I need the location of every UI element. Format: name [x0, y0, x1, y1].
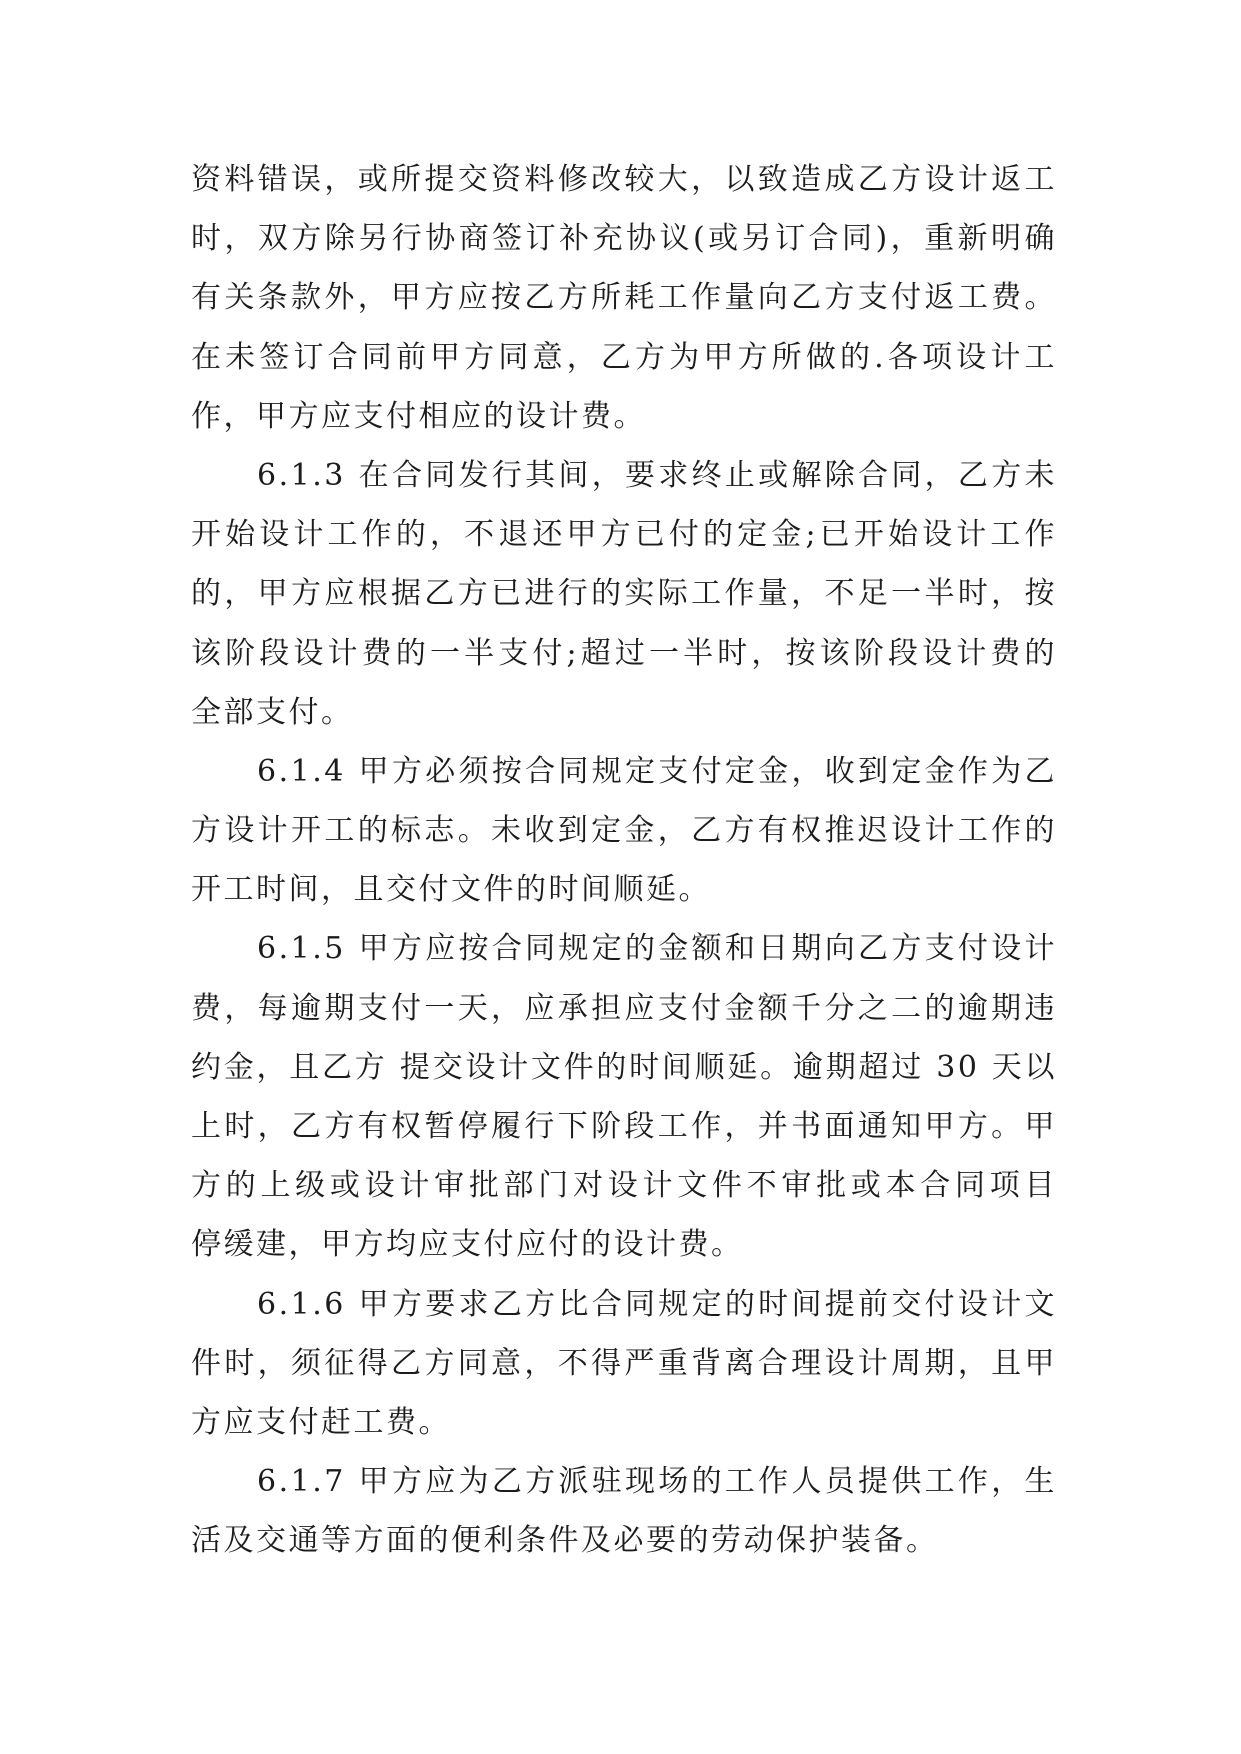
text-line: 的，甲方应根据乙方已进行的实际工作量，不足一半时，按	[191, 576, 1057, 612]
clause-first-line: 6.1.5 甲方应按合同规定的金额和日期向乙方支付设计	[257, 931, 1057, 967]
text-line: 资料错误，或所提交资料修改较大，以致造成乙方设计返工	[191, 162, 1057, 197]
text-line: 该阶段设计费的一半支付;超过一半时，按该阶段设计费的	[191, 635, 1057, 671]
text-line: 方设计开工的标志。未收到定金，乙方有权推迟设计工作的	[191, 813, 1057, 849]
clause-6-1-5	[191, 919, 1057, 1274]
clause-first-line: 6.1.6 甲方要求乙方比合同规定的时间提前交付设计文	[257, 1286, 1057, 1322]
text-line: 费，每逾期支付一天，应承担应支付金额千分之二的逾期违	[191, 990, 1057, 1026]
text-line: 上时，乙方有权暂停履行下阶段工作，并书面通知甲方。甲	[191, 1109, 1057, 1144]
text-line: 全部支付。	[191, 694, 354, 730]
clause-6-1-4	[191, 742, 1057, 920]
text-line: 停缓建，甲方均应支付应付的设计费。	[191, 1227, 744, 1263]
text-line: 方的上级或设计审批部门对设计文件不审批或本合同项目	[191, 1168, 1057, 1204]
text-line: 方应支付赶工费。	[191, 1404, 451, 1440]
clause-first-line: 6.1.3 在合同发行其间，要求终止或解除合同，乙方未	[257, 457, 1057, 493]
text-line: 作，甲方应支付相应的设计费。	[191, 398, 646, 434]
text-line: 时，双方除另行协商签订补充协议(或另订合同)，重新明确	[191, 221, 1057, 257]
text-line: 活及交通等方面的便利条件及必要的劳动保护装备。	[191, 1523, 939, 1559]
clause-first-line: 6.1.7 甲方应为乙方派驻现场的工作人员提供工作，生	[257, 1464, 1057, 1500]
text-line: 在未签订合同前甲方同意，乙方为甲方所做的.各项设计工	[191, 339, 1057, 375]
text-line: 件时，须征得乙方同意，不得严重背离合理设计周期，且甲	[191, 1345, 1057, 1381]
clause-first-line: 6.1.4 甲方必须按合同规定支付定金，收到定金作为乙	[257, 753, 1057, 789]
clause-6-1-3	[191, 446, 1057, 742]
paragraph-continuation	[191, 150, 1057, 446]
text-line: 有关条款外，甲方应按乙方所耗工作量向乙方支付返工费。	[191, 280, 1057, 316]
text-line: 约金，且乙方 提交设计文件的时间顺延。逾期超过 30 天以	[191, 1049, 1057, 1085]
clause-6-1-6	[191, 1275, 1057, 1453]
text-line: 开工时间，且交付文件的时间顺延。	[191, 872, 711, 908]
text-line: 开始设计工作的，不退还甲方已付的定金;已开始设计工作	[191, 517, 1057, 553]
document-body	[191, 150, 1057, 1571]
clause-6-1-7	[191, 1452, 1057, 1570]
